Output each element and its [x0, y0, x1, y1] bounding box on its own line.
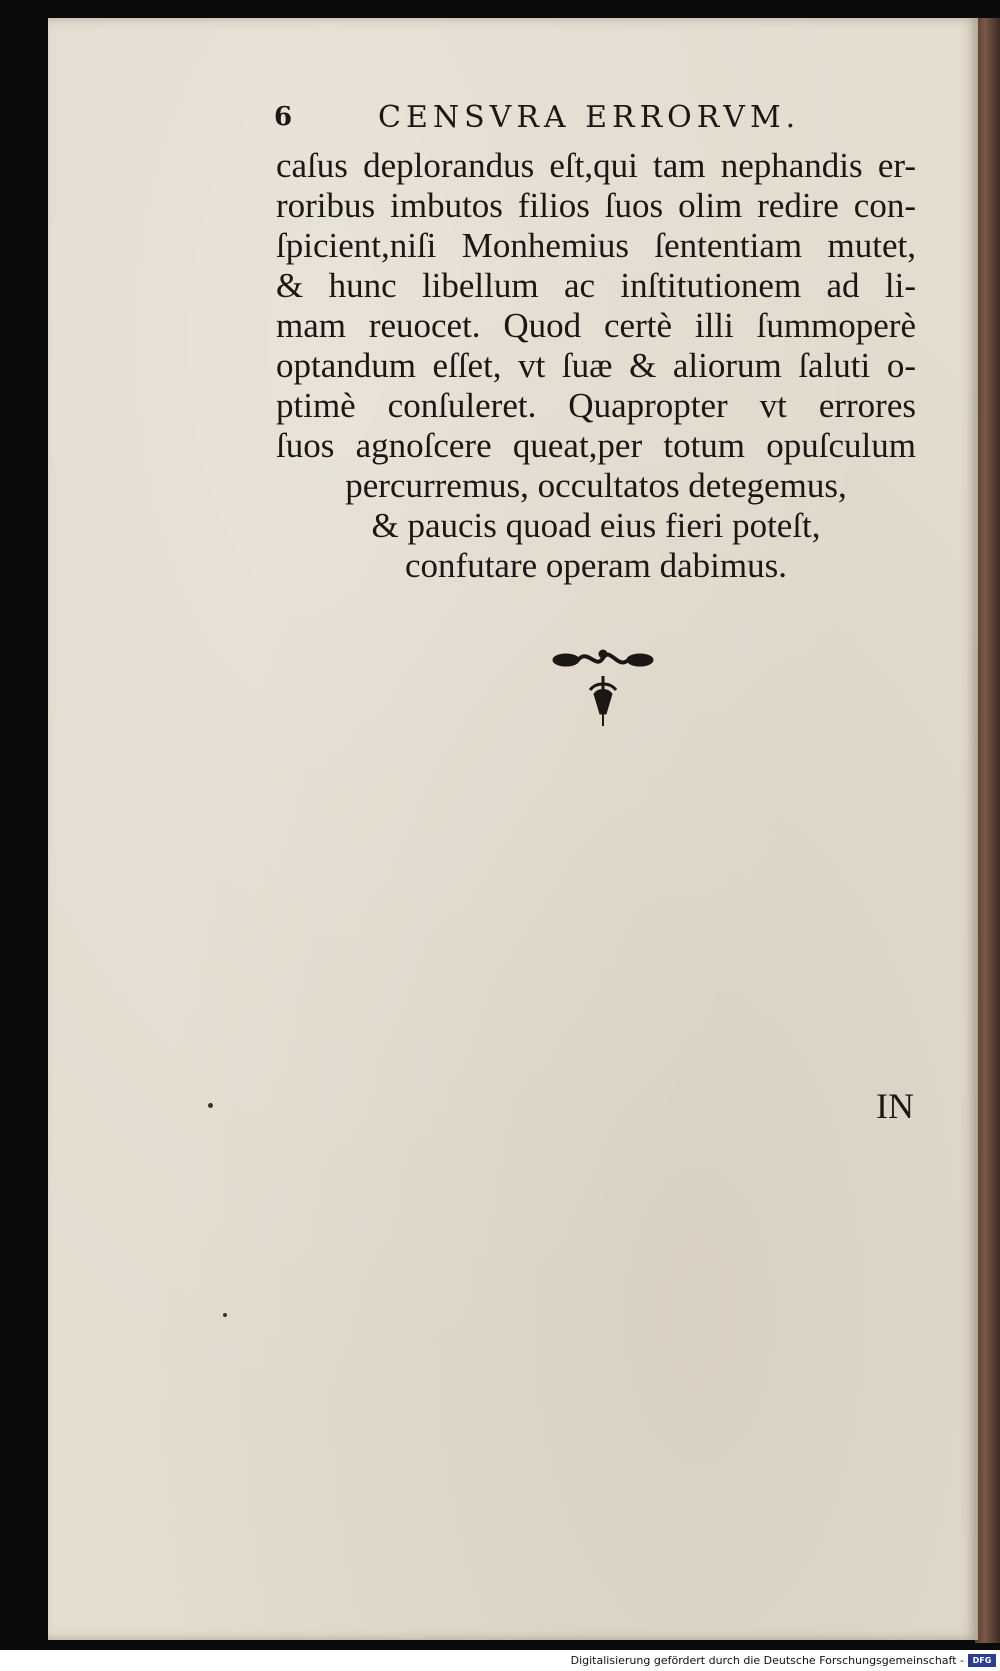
text-line: caſus deplorandus eſt,qui tam nephandis er-	[276, 146, 916, 185]
text-line: ſuos agnoſcere queat,per totum opuſculum	[276, 426, 916, 465]
text-line: optandum eſſet, vt ſuæ & aliorum ſaluti o-	[276, 346, 916, 385]
text-line: ptimè conſuleret. Quapropter vt errores	[276, 386, 916, 425]
text-line: percurremus, occultatos detegemus,	[345, 466, 847, 505]
digitization-footer	[0, 1650, 1000, 1671]
paper-speck	[223, 1313, 227, 1317]
paper-speck	[208, 1103, 213, 1108]
page-number: 6	[274, 102, 293, 132]
text-line: ſpicient,niſi Monhemius ſententiam mutet,	[276, 226, 916, 265]
printers-ornament-icon	[548, 640, 658, 740]
running-title: CENSVRA ERRORVM.	[378, 100, 801, 135]
text-line: & paucis quoad eius fieri poteſt,	[371, 506, 821, 545]
text-line: mam reuocet. Quod certè illi ſummoperè	[276, 306, 916, 345]
dfg-logo-icon: DFG	[968, 1654, 996, 1667]
body-text	[276, 146, 916, 586]
catchword: IN	[876, 1086, 914, 1126]
page-header	[274, 100, 834, 146]
text-line: & hunc libellum ac inſtitutionem ad li-	[276, 266, 916, 305]
book-edge	[975, 18, 1000, 1643]
footer-credit: Digitalisierung gefördert durch die Deutsche Forschungsgemeinschaft -	[570, 1654, 964, 1667]
text-line: roribus imbutos filios ſuos olim redire con-	[276, 186, 916, 225]
text-line: confutare operam dabimus.	[405, 546, 787, 585]
